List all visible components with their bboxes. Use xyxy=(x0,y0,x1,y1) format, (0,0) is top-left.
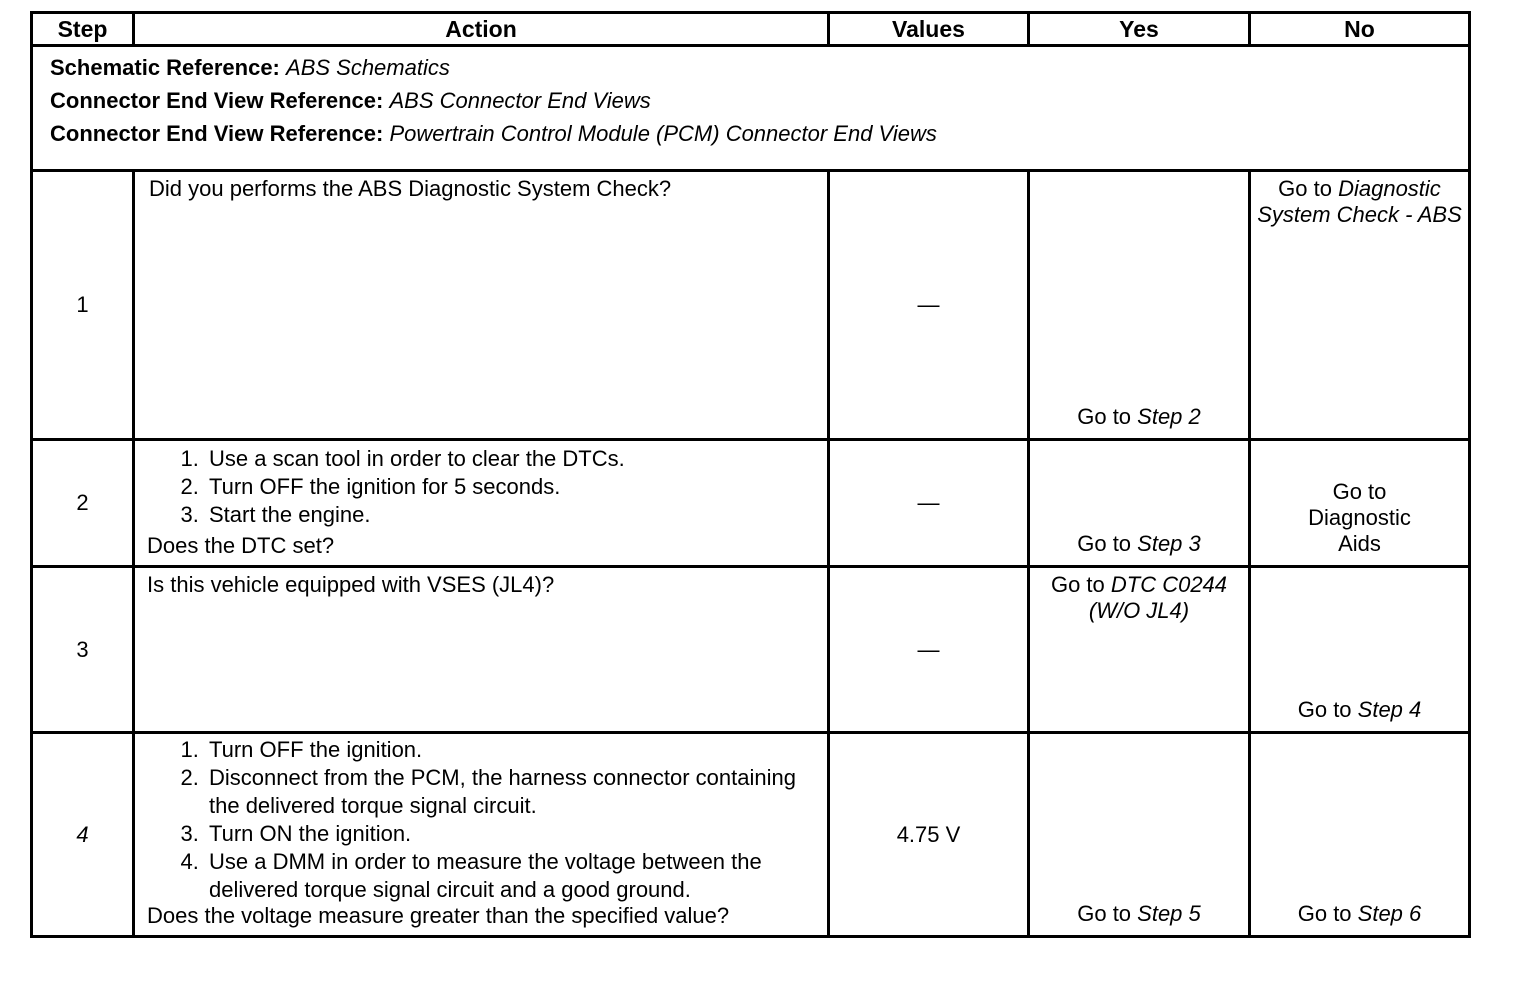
action-step: 2. Turn OFF the ignition for 5 seconds. xyxy=(205,473,815,501)
yes-prefix: Go to xyxy=(1077,404,1138,429)
ref-link[interactable]: Powertrain Control Module (PCM) Connector End Views xyxy=(389,121,937,146)
ref-link[interactable]: ABS Connector End Views xyxy=(389,88,651,113)
value-cell: — xyxy=(829,567,1029,733)
yes-cell xyxy=(1029,733,1250,937)
yes-prefix: Go to xyxy=(1077,531,1138,556)
step-number: 2 xyxy=(32,440,134,567)
no-cell xyxy=(1250,733,1470,937)
ref-label: Connector End View Reference: xyxy=(50,121,384,146)
ref-label: Schematic Reference: xyxy=(50,55,280,80)
action-question: Does the DTC set? xyxy=(147,533,335,558)
reference-row xyxy=(32,46,1470,171)
yes-link[interactable]: DTC C0244 (W/O JL4) xyxy=(1088,572,1228,623)
yes-cell xyxy=(1029,171,1250,440)
ref-label: Connector End View Reference: xyxy=(50,88,384,113)
action-steps xyxy=(147,736,815,904)
step-number: 4 xyxy=(32,733,134,937)
header-no: No xyxy=(1250,13,1470,46)
value-cell: — xyxy=(829,171,1029,440)
action-step: 1. Turn OFF the ignition. xyxy=(205,736,815,764)
action-cell xyxy=(134,171,829,440)
table-row xyxy=(32,440,1470,567)
yes-prefix: Go to xyxy=(1077,901,1138,926)
no-link[interactable]: Step 6 xyxy=(1357,901,1422,926)
action-step: 3. Start the engine. xyxy=(205,501,815,529)
action-step: 4. Use a DMM in order to measure the voltage between the delivered torque signal circuit and a good ground. xyxy=(205,848,815,904)
yes-cell xyxy=(1029,567,1250,733)
no-cell xyxy=(1250,567,1470,733)
yes-prefix: Go to xyxy=(1050,572,1111,597)
step-number: 3 xyxy=(32,567,134,733)
ref-link[interactable]: ABS Schematics xyxy=(286,55,450,80)
diagnostic-table xyxy=(30,11,1468,938)
no-prefix: Go to xyxy=(1278,176,1339,201)
table-row xyxy=(32,733,1470,937)
action-question: Did you performs the ABS Diagnostic System Check? xyxy=(149,176,672,201)
action-cell xyxy=(134,567,829,733)
yes-link[interactable]: Step 2 xyxy=(1137,404,1201,429)
reference-block xyxy=(32,46,1470,171)
step-number: 1 xyxy=(32,171,134,440)
no-cell xyxy=(1250,171,1470,440)
action-step: 2. Disconnect from the PCM, the harness connector containing the delivered torque signal circuit. xyxy=(205,764,815,820)
no-prefix: Go to xyxy=(1297,901,1358,926)
schematic-reference xyxy=(50,51,1468,84)
action-cell xyxy=(134,733,829,937)
action-question: Is this vehicle equipped with VSES (JL4)? xyxy=(147,572,555,597)
yes-link[interactable]: Step 3 xyxy=(1137,531,1201,556)
connector-reference-pcm xyxy=(50,117,1468,150)
action-question: Does the voltage measure greater than the specified value? xyxy=(147,903,730,928)
no-prefix: Go to xyxy=(1297,697,1358,722)
connector-reference-abs xyxy=(50,84,1468,117)
no-link[interactable]: Diagnostic System Check - ABS xyxy=(1257,176,1462,227)
header-step: Step xyxy=(32,13,134,46)
header-values: Values xyxy=(829,13,1029,46)
value-cell: — xyxy=(829,440,1029,567)
no-link[interactable]: Go to Diagnostic Aids xyxy=(1308,479,1411,556)
value-cell: 4.75 V xyxy=(829,733,1029,937)
action-step: 3. Turn ON the ignition. xyxy=(205,820,815,848)
action-cell xyxy=(134,440,829,567)
yes-link[interactable]: Step 5 xyxy=(1137,901,1201,926)
header-action: Action xyxy=(134,13,829,46)
action-steps xyxy=(147,445,815,529)
header-row xyxy=(32,13,1470,46)
yes-cell xyxy=(1029,440,1250,567)
table-row xyxy=(32,567,1470,733)
header-yes: Yes xyxy=(1029,13,1250,46)
action-step: 1. Use a scan tool in order to clear the DTCs. xyxy=(205,445,815,473)
no-link[interactable]: Step 4 xyxy=(1357,697,1422,722)
no-cell xyxy=(1250,440,1470,567)
table-row xyxy=(32,171,1470,440)
